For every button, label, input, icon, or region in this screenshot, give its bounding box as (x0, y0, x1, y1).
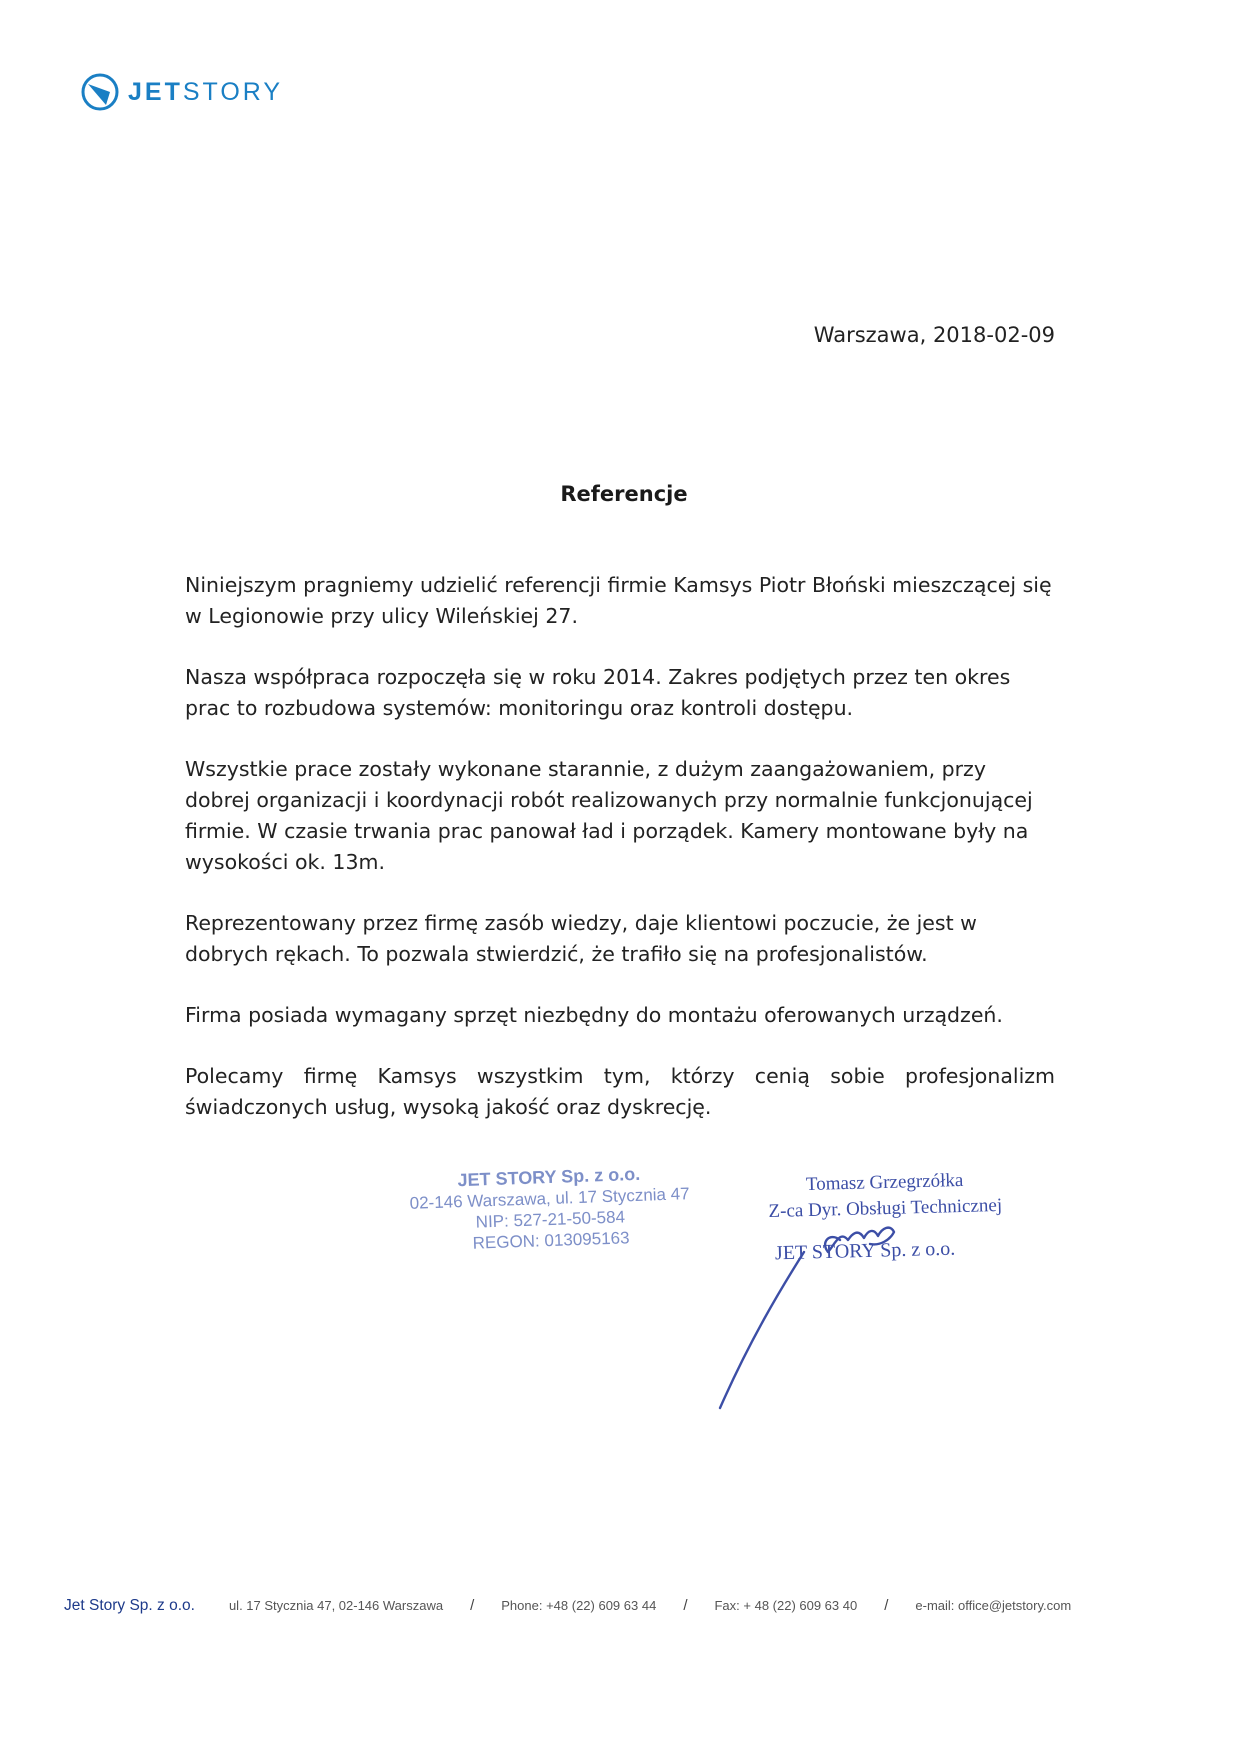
letter-body (185, 570, 1055, 1153)
company-stamp (404, 1162, 697, 1256)
stamp-nip: NIP: 527-21-50-584 (475, 1207, 626, 1232)
signatory-company: JET STORY Sp. z o.o. (774, 1237, 956, 1265)
company-logo (80, 72, 283, 112)
paragraph-2: Nasza współpraca rozpoczęła się w roku 2014. Zakres podjętych przez ten okres prac to rozbudowa systemów: monitoringu oraz kontroli dostępu. (185, 665, 1011, 720)
logo-text-jet: JET (128, 77, 183, 106)
footer-company: Jet Story Sp. z o.o. (64, 1597, 195, 1614)
logo-text-story: STORY (182, 77, 284, 106)
paragraph-5: Firma posiada wymagany sprzęt niezbędny do montażu oferowanych urządzeń. (185, 1003, 1003, 1027)
stamp-regon: REGON: 013095163 (472, 1228, 630, 1253)
footer-email: e-mail: office@jetstory.com (915, 1598, 1072, 1613)
letter-title (0, 482, 1240, 506)
paragraph-1: Niniejszym pragniemy udzielić referencji firmie Kamsys Piotr Błoński mieszczącej się w Legionowie przy ulicy Wileńskiej 27. (185, 573, 1052, 628)
handwritten-signature (680, 1200, 980, 1420)
paragraph-3: Wszystkie prace zostały wykonane starannie, z dużym zaangażowaniem, przy dobrej organizacji i koordynacji robót realizowanych przy normalnie funkcjonującej firmie. W czasie trwania prac panował ład i porządek. Kamery montowane były na wysokości ok. 13m. (185, 757, 1033, 874)
logo-wordmark (128, 78, 283, 107)
page-footer (64, 1597, 1194, 1615)
footer-address: ul. 17 Stycznia 47, 02-146 Warszawa (228, 1598, 444, 1613)
footer-separator: / (470, 1597, 475, 1614)
stamp-address: 02-146 Warszawa, ul. 17 Stycznia 47 (409, 1184, 690, 1213)
footer-fax: Fax: + 48 (22) 609 63 40 (714, 1598, 858, 1613)
stamp-company: JET STORY Sp. z o.o. (457, 1163, 641, 1191)
jetstory-logo-icon (80, 72, 120, 112)
footer-separator: / (683, 1597, 688, 1614)
paragraph-4: Reprezentowany przez firmę zasób wiedzy, daje klientowi poczucie, że jest w dobrych rękach. To pozwala stwierdzić, że trafiło się na profesjonalistów. (185, 911, 977, 966)
letter-date: Warszawa, 2018-02-09 (813, 323, 1055, 347)
signatory-position: Z-ca Dyr. Obsługi Technicznej (768, 1194, 1003, 1223)
footer-separator: / (884, 1597, 889, 1614)
paragraph-6: Polecamy firmę Kamsys wszystkim tym, którzy cenią sobie profesjonalizm świadczonych usług, wysoką jakość oraz dyskrecję. (185, 1064, 1055, 1119)
signatory-name: Tomasz Grzegrzółka (805, 1169, 964, 1196)
footer-phone: Phone: +48 (22) 609 63 44 (501, 1598, 657, 1613)
letter-title-text: Referencje (560, 482, 688, 506)
